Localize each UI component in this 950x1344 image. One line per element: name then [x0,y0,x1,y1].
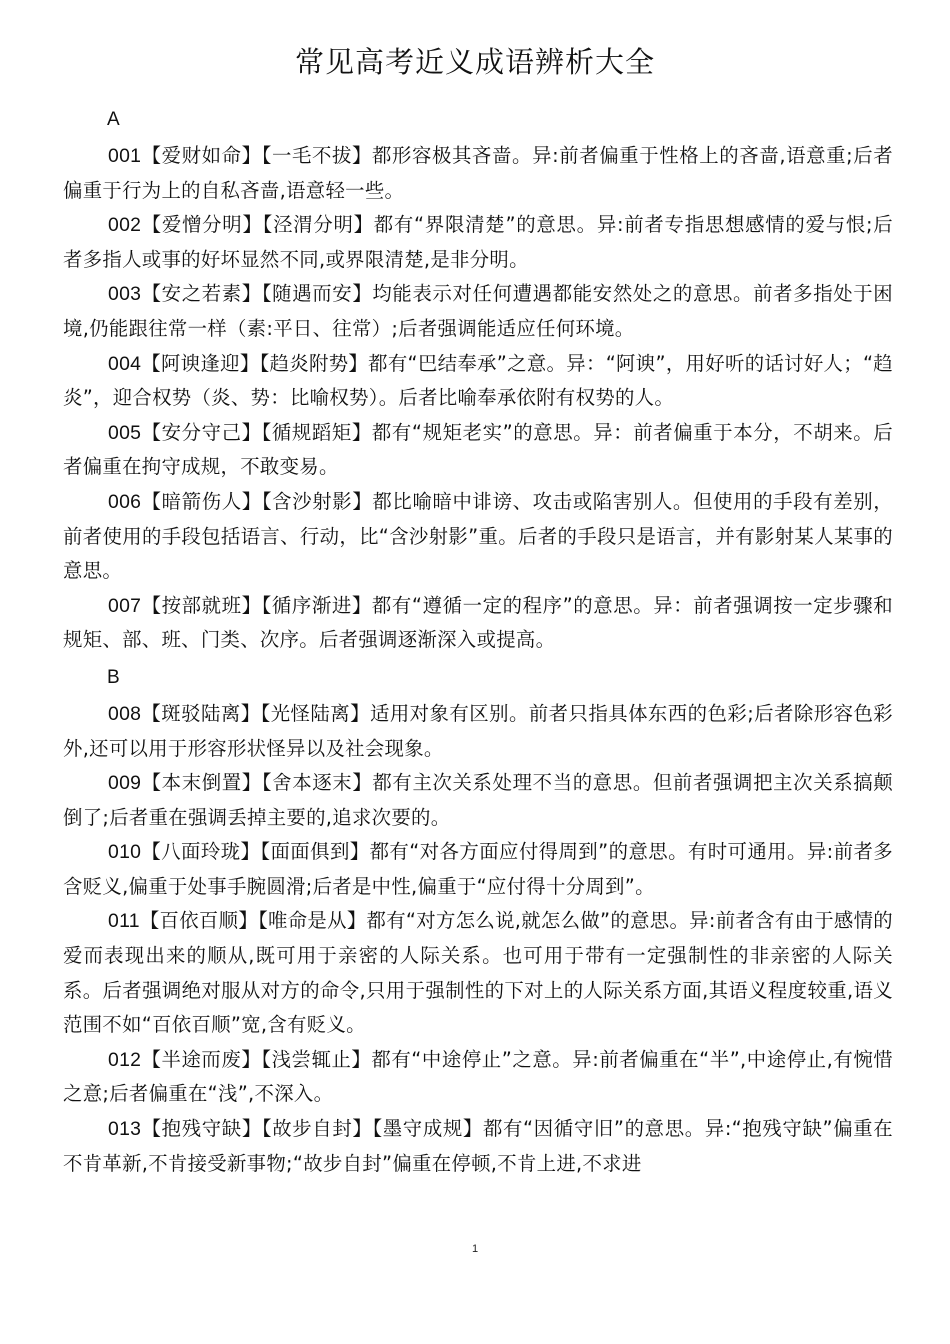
entry-number: 008 [108,702,142,725]
entry-text: 【暗箭伤人】【含沙射影】都比喻暗中诽谤、攻击或陷害别人。但使用的手段有差别，前者使用的手段包括语言、行动，比“含沙射影”重。后者的手段只是语言，并有影射某人某事的意思。 [63,489,893,583]
entry-text: 【百依百顺】【唯命是从】都有“对方怎么说,就怎么做”的意思。异:前者含有由于感情的爱而表现出来的顺从,既可用于亲密的人际关系。也可用于带有一定强制性的非亲密的人际关系。后者强调绝对服从对方的命令,只用于强制性的下对上的人际关系方面,其语义程度较重,语义范围不如“百依百顺”宽,含有贬义。 [63,909,893,1037]
entry-number: 010 [108,841,142,864]
entry-number: 003 [108,283,142,306]
document-title: 常见高考近义成语辨析大全 [294,45,655,79]
entry-text: 【爱憎分明】【泾渭分明】都有“界限清楚”的意思。异:前者专指思想感情的爱与恨;后者多指人或事的好坏显然不同,或界限清楚,是非分明。 [63,213,893,271]
document-body [63,105,893,1181]
entry-text: 【八面玲珑】【面面俱到】都有“对各方面应付得周到”的意思。有时可通用。异:前者多含贬义,偏重于处事手腕圆滑;后者是中性,偏重于“应付得十分周到”。 [63,840,893,898]
entry-012 [63,1043,893,1112]
entry-text: 【斑驳陆离】【光怪陆离】适用对象有区别。前者只指具体东西的色彩;后者除形容色彩外,还可以用于形容形状怪异以及社会现象。 [63,701,893,760]
entry-009 [63,766,893,835]
entry-number: 011 [108,910,140,933]
entry-text: 【抱残守缺】【故步自封】【墨守成规】都有“因循守旧”的意思。异:“抱残守缺”偏重在不肯革新,不肯接受新事物;“故步自封”偏重在停顿,不肯上进,不求进 [63,1117,893,1175]
entry-text: 【安之若素】【随遇而安】均能表示对任何遭遇都能安然处之的意思。前者多指处于困境,仍能跟往常一样（素:平日、往常）;后者强调能适应任何环境。 [63,282,893,340]
entry-number: 006 [108,490,142,513]
entry-number: 007 [108,594,142,617]
entry-004 [63,347,893,416]
entry-005 [63,416,893,485]
entry-text: 【本末倒置】【舍本逐末】都有主次关系处理不当的意思。但前者强调把主次关系搞颠倒了;后者重在强调丢掉主要的,追求次要的。 [63,771,893,829]
entry-number: 001 [108,145,142,167]
entry-011 [63,904,893,1042]
entry-text: 【阿谀逢迎】【趋炎附势】都有“巴结奉承”之意。异：“阿谀”，用好听的话讨好人；“趋炎”，迎合权势（炎、势：比喻权势）。后者比喻奉承依附有权势的人。 [63,351,893,410]
entry-007 [63,589,893,658]
entry-number: 005 [108,421,142,444]
entry-text: 【爱财如命】【一毛不拔】都形容极其吝啬。异:前者偏重于性格上的吝啬,语意重;后者偏重于行为上的自私吝啬,语意轻一些。 [63,144,893,202]
entry-number: 013 [108,1118,142,1141]
entry-number: 012 [108,1048,142,1071]
entry-text: 【半途而废】【浅尝辄止】都有“中途停止”之意。异:前者偏重在“半”,中途停止,有惋惜之意;后者偏重在“浅”,不深入。 [63,1047,893,1106]
entry-013 [63,1112,893,1181]
section-heading-a: A [107,109,120,130]
entry-text: 【按部就班】【循序渐进】都有“遵循一定的程序”的意思。异：前者强调按一定步骤和规矩、部、班、门类、次序。后者强调逐渐深入或提高。 [63,593,893,652]
entry-text: 【安分守己】【循规蹈矩】都有“规矩老实”的意思。异：前者偏重于本分，不胡来。后者偏重在拘守成规，不敢变易。 [63,420,893,479]
entry-010 [63,835,893,904]
entry-number: 002 [108,214,142,237]
entry-number: 009 [108,772,142,795]
entry-008 [63,697,893,766]
entry-002 [63,208,893,277]
entry-number: 004 [108,352,142,375]
entry-003 [63,277,893,346]
section-heading-b: B [107,666,120,688]
entry-006 [63,485,893,589]
page-number: 1 [471,1243,479,1255]
entry-001 [63,139,893,208]
